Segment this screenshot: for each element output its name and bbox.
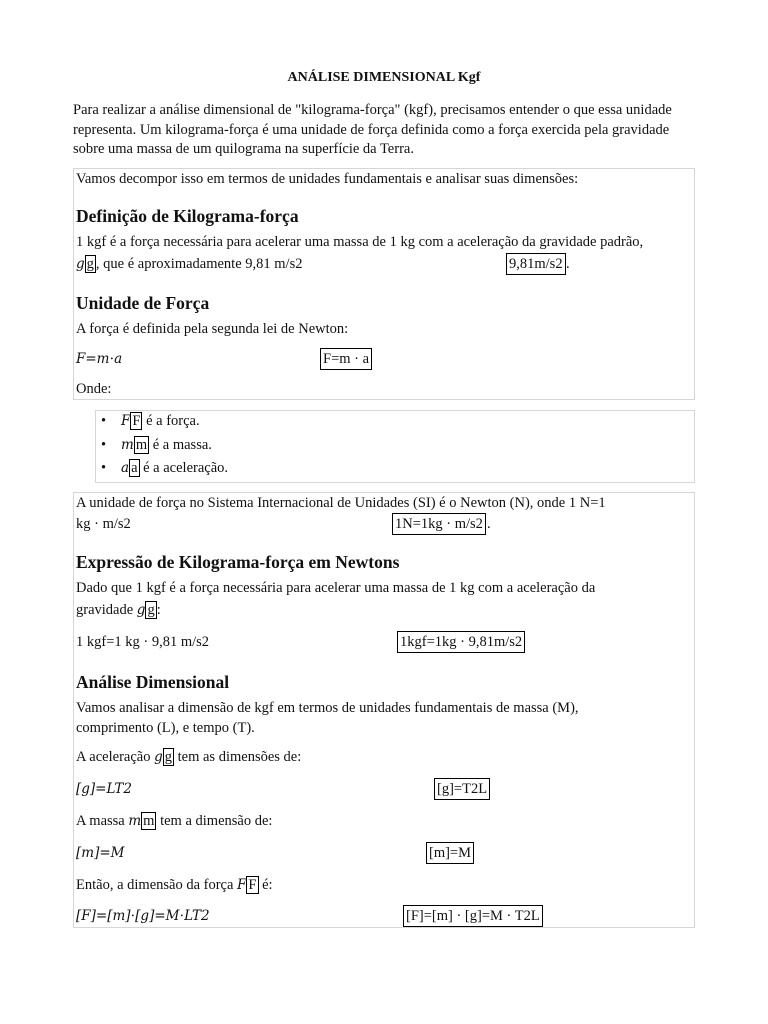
formula-box-gravity: 9,81m/s2 (506, 253, 566, 275)
list-item: • F F é a força. (101, 412, 200, 432)
formula-box-g: g (147, 602, 155, 618)
formula-box-acceleration: [g]=T2L (434, 778, 490, 800)
force-dimension-line: Então, a dimensão da força F F é: (76, 877, 273, 893)
expression-line-2: gravidade g g : (76, 602, 161, 618)
punctuation: . (566, 256, 570, 272)
heading-expression: Expressão de Kilograma-força em Newtons (76, 552, 400, 572)
formula-box-newton-law: F=m · a (320, 348, 372, 370)
mass-formula: [m]=M (76, 845, 125, 861)
formula-box: m (135, 437, 148, 453)
si-line-1: A unidade de força no Sistema Internacional de Unidades (SI) é o Newton (N), onde 1 N=1 (76, 495, 606, 511)
onde-label: Onde: (76, 381, 112, 397)
formula-box-g: g (164, 749, 172, 765)
formula-box-F: F (248, 877, 257, 893)
formula-box-mass: [m]=M (426, 842, 474, 864)
definition-line-2 (76, 255, 302, 275)
lead-text: Vamos decompor isso em termos de unidades fundamentais e analisar suas dimensões: (76, 171, 579, 187)
formula-box-force-dimension: [F]=[m] · [g]=M · T2L (403, 905, 543, 927)
math-g: g (76, 256, 85, 272)
acceleration-formula: [g]=LT2 (76, 781, 132, 797)
math-newton-law: F=m⋅a (76, 351, 123, 367)
list-item: • a a é a aceleração. (101, 459, 228, 479)
heading-analysis: Análise Dimensional (76, 672, 230, 692)
si-line-2: kg · m/s2 (76, 516, 131, 532)
analysis-line-2: comprimento (L), e tempo (T). (76, 720, 255, 736)
analysis-line-1: Vamos analisar a dimensão de kgf em termos de unidades fundamentais de massa (M), (76, 700, 579, 716)
list-item: • m m é a massa. (101, 436, 212, 456)
document-title: ANÁLISE DIMENSIONAL Kgf (287, 70, 481, 85)
section-definition-block (73, 168, 695, 400)
definition-text: , que é aproximadamente 9,81 m/s2 (95, 256, 303, 272)
expression-formula: 1 kgf=1 kg · 9,81 m/s2 (76, 634, 210, 650)
force-dimension-formula: [F]=[m]⋅[g]=M⋅LT2 (76, 908, 210, 924)
formula-box-g: g (86, 256, 94, 272)
section-analysis-block (73, 492, 695, 928)
formula-box-m: m (143, 813, 155, 829)
variables-list-block (95, 410, 695, 483)
expression-line-1: Dado que 1 kgf é a força necessária para acelerar uma massa de 1 kg com a aceleração da (76, 580, 596, 596)
formula-box-kgf: 1kgf=1kg · 9,81m/s2 (397, 631, 525, 653)
definition-line-1: 1 kgf é a força necessária para acelerar uma massa de 1 kg com a aceleração da gravidade padrão, (76, 234, 644, 250)
acceleration-line: A aceleração g g tem as dimensões de: (76, 749, 302, 765)
heading-definition: Definição de Kilograma-força (76, 206, 299, 226)
heading-force-unit: Unidade de Força (76, 293, 210, 313)
intro-paragraph: Para realizar a análise dimensional de "kilograma-força" (kgf), precisamos entender o que essa unidade representa. Um kilograma-força é uma unidade de força definida como a força exercida pela gravidade sobre uma massa de um quilograma na superfície da Terra. (73, 102, 672, 157)
formula-box-si: 1N=1kg · m/s2 (392, 513, 486, 535)
force-definition: A força é definida pela segunda lei de Newton: (76, 321, 349, 337)
formula-box: F (132, 413, 141, 429)
punctuation: . (487, 516, 491, 532)
mass-line: A massa m m tem a dimensão de: (76, 813, 273, 829)
formula-box: a (131, 460, 138, 476)
